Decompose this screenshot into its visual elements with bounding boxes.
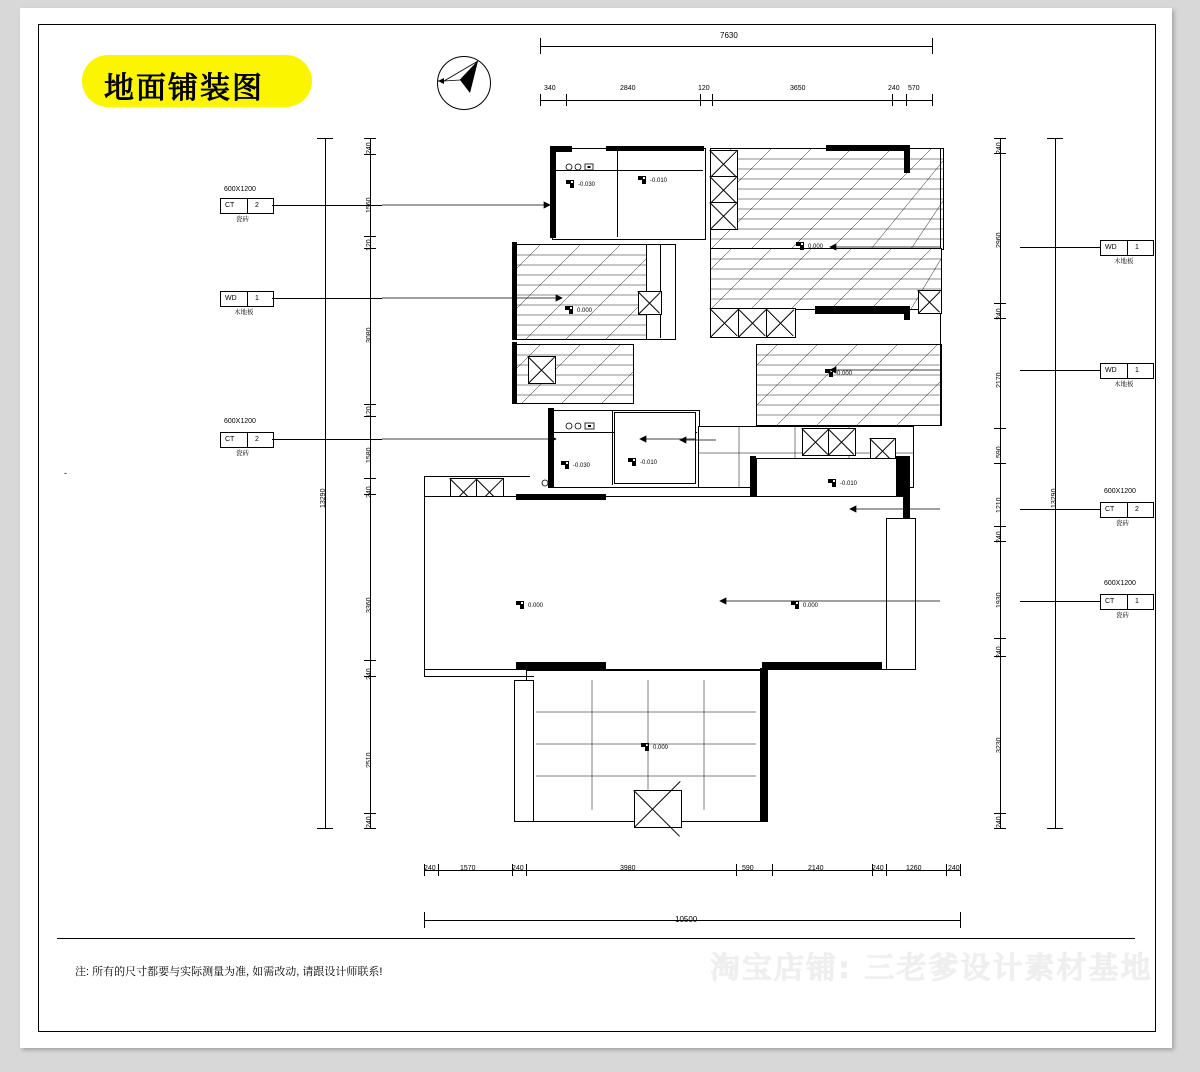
legend-left-3-size: 600X1200 (224, 418, 256, 425)
dim-label: 2840 (620, 85, 636, 92)
level-value: 0.000 (837, 371, 853, 377)
level-mark (628, 458, 637, 467)
dim-label: 1580 (366, 447, 373, 463)
sheet-left-marker: - (64, 468, 67, 478)
legend-code: CT (1105, 598, 1115, 605)
drawing-sheet (20, 8, 1172, 1048)
level-value: 0.000 (808, 244, 824, 250)
level-mark (828, 479, 837, 488)
legend-right-2-material: 木地板 (1114, 381, 1134, 388)
legend-code: CT (225, 202, 235, 209)
legend-right-3-material: 瓷砖 (1116, 520, 1129, 527)
dim-label: 3230 (996, 737, 1003, 753)
legend-right-4-material: 瓷砖 (1116, 612, 1129, 619)
dim-label: 240 (366, 142, 373, 154)
dim-label: 590 (996, 446, 1003, 458)
dim-label: 2510 (366, 752, 373, 768)
legend-right-4-size: 600X1200 (1104, 580, 1136, 587)
dim-label: 240 (366, 486, 373, 498)
floor-plan (20, 8, 1172, 1048)
dim-label: 240 (996, 646, 1003, 658)
dim-left-overall-label: 13290 (320, 488, 327, 508)
dim-label: 240 (888, 85, 900, 92)
dim-label: 2170 (996, 372, 1003, 388)
legend-num: 2 (1135, 506, 1139, 513)
legend-num: 1 (255, 295, 259, 302)
watermark: 淘宝店铺: 三老爹设计素材基地 (710, 951, 1153, 986)
dim-label: 1210 (996, 497, 1003, 513)
dim-label: 570 (908, 85, 920, 92)
dim-label: 1570 (460, 865, 476, 872)
sink-icon (565, 158, 595, 166)
legend-code: CT (225, 436, 235, 443)
level-mark (791, 601, 800, 610)
dim-label: 240 (366, 668, 373, 680)
dim-label: 240 (366, 816, 373, 828)
dim-label: 120 (366, 406, 373, 418)
legend-code: CT (1105, 506, 1115, 513)
wall (826, 145, 908, 151)
level-mark (516, 601, 525, 610)
legend-code: WD (1105, 367, 1117, 374)
legend-left-3-material: 瓷砖 (236, 450, 249, 457)
legend-right-3-size: 600X1200 (1104, 488, 1136, 495)
dim-label: 3080 (366, 327, 373, 343)
note-divider (57, 938, 1135, 939)
legend-num: 1 (1135, 598, 1139, 605)
dim-bottom-overall-label: 10500 (675, 915, 698, 924)
dim-label: 240 (996, 308, 1003, 320)
legend-num: 1 (1135, 367, 1139, 374)
wall (550, 146, 572, 152)
dim-label: 240 (424, 865, 436, 872)
level-mark (565, 306, 574, 315)
level-mark (825, 369, 834, 378)
dim-label: 240 (512, 865, 524, 872)
legend-right-1-material: 木地板 (1114, 258, 1134, 265)
dim-label: 2960 (996, 232, 1003, 248)
level-value: 0.000 (528, 603, 544, 609)
dim-label: 1930 (996, 592, 1003, 608)
legend-code: WD (225, 295, 237, 302)
level-value: -0.010 (640, 460, 658, 466)
legend-code: WD (1105, 244, 1117, 251)
dim-label: 2140 (808, 865, 824, 872)
legend-num: 2 (255, 436, 259, 443)
level-mark (641, 743, 650, 752)
dim-right-overall-label: 13290 (1051, 488, 1058, 508)
level-value: -0.030 (578, 182, 596, 188)
dim-label: 120 (366, 239, 373, 251)
level-value: -0.030 (573, 463, 591, 469)
level-value: -0.010 (650, 178, 668, 184)
dim-label: 240 (996, 142, 1003, 154)
level-value: 0.000 (577, 308, 593, 314)
dim-label: 340 (544, 85, 556, 92)
legend-left-2-material: 木地板 (234, 309, 254, 316)
dim-label: 240 (996, 816, 1003, 828)
level-value: -0.010 (840, 481, 858, 487)
dim-label: 120 (698, 85, 710, 92)
leader-arrows (380, 168, 980, 808)
legend-num: 1 (1135, 244, 1139, 251)
wall (606, 146, 704, 151)
dim-label: 1260 (906, 865, 922, 872)
legend-num: 2 (255, 202, 259, 209)
level-mark (796, 242, 805, 251)
dim-label: 3360 (366, 597, 373, 613)
note-text: 注: 所有的尺寸都要与实际测量为准, 如需改动, 请跟设计师联系! (75, 966, 383, 978)
dim-label: 240 (872, 865, 884, 872)
dim-label: 240 (948, 865, 960, 872)
dim-label: 240 (996, 531, 1003, 543)
dim-label: 3650 (790, 85, 806, 92)
page-title: 地面铺装图 (104, 71, 264, 106)
level-mark (566, 180, 575, 189)
wall-line (908, 148, 942, 149)
dim-label: 3980 (620, 865, 636, 872)
legend-left-1-material: 瓷砖 (236, 216, 249, 223)
dim-top-overall-label: 7630 (720, 31, 738, 40)
legend-left-1-size: 600X1200 (224, 186, 256, 193)
level-mark (638, 176, 647, 185)
level-value: 0.000 (803, 603, 819, 609)
level-mark (561, 461, 570, 470)
dim-label: 590 (742, 865, 754, 872)
level-value: 0.000 (653, 745, 669, 751)
